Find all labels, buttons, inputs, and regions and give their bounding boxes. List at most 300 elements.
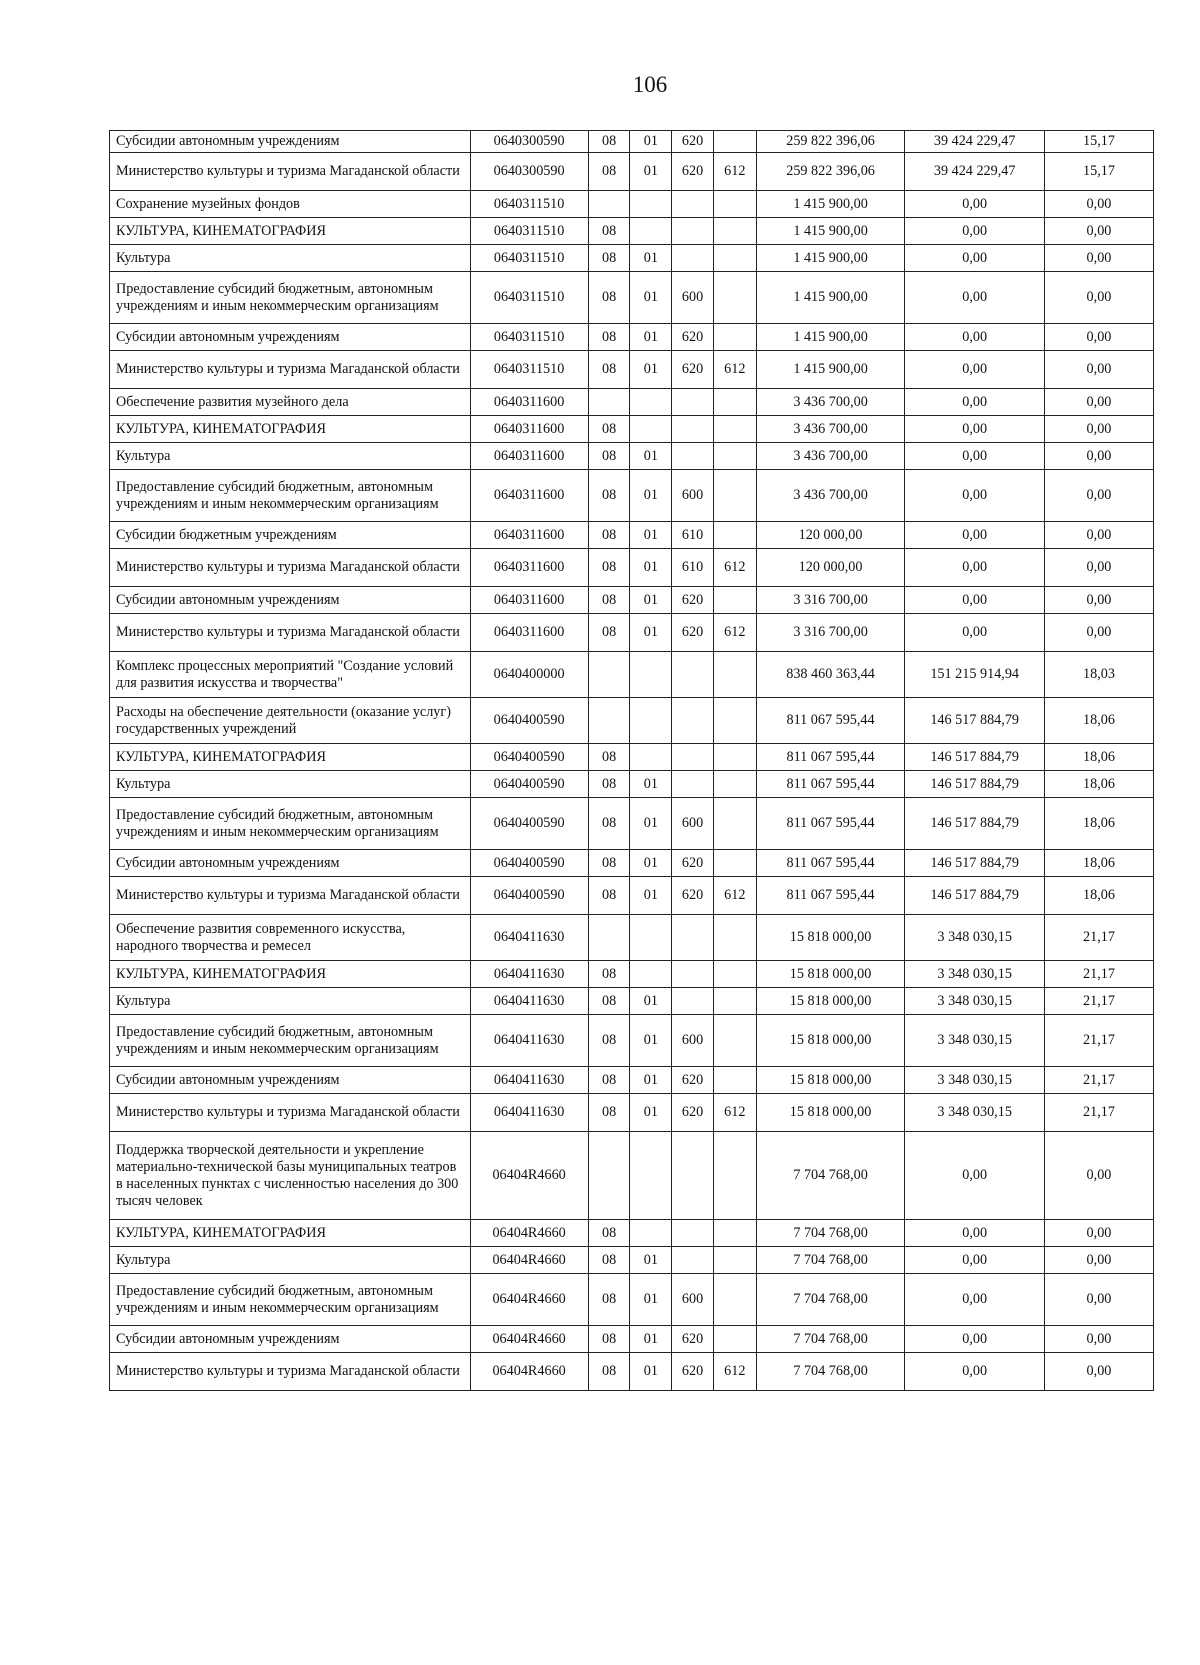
- row-target-code: 0640311510: [470, 272, 588, 324]
- table-row: [110, 351, 1154, 389]
- row-name: КУЛЬТУРА, КИНЕМАТОГРАФИЯ: [110, 744, 471, 771]
- row-expense-type: 600: [672, 1274, 714, 1326]
- row-target-code: 0640311600: [470, 522, 588, 549]
- row-section: 08: [588, 988, 630, 1015]
- row-subsection: 01: [630, 771, 672, 798]
- row-fact: 39 424 229,47: [905, 131, 1045, 153]
- row-target-code: 0640411630: [470, 1067, 588, 1094]
- row-section: 08: [588, 614, 630, 652]
- row-fact: 0,00: [905, 218, 1045, 245]
- row-subsection: 01: [630, 1067, 672, 1094]
- row-fact: 3 348 030,15: [905, 961, 1045, 988]
- row-name: Субсидии автономным учреждениям: [110, 131, 471, 153]
- row-target-code: 0640311600: [470, 614, 588, 652]
- row-fact: 0,00: [905, 1326, 1045, 1353]
- row-subsection: 01: [630, 1015, 672, 1067]
- row-percent: 0,00: [1044, 351, 1153, 389]
- row-target-code: 0640300590: [470, 153, 588, 191]
- row-subsection: [630, 698, 672, 744]
- row-percent: 0,00: [1044, 1132, 1153, 1220]
- row-fact: 0,00: [905, 324, 1045, 351]
- row-name: Субсидии автономным учреждениям: [110, 1067, 471, 1094]
- row-percent: 0,00: [1044, 522, 1153, 549]
- row-administrator: [713, 389, 756, 416]
- row-target-code: 0640400590: [470, 798, 588, 850]
- row-fact: 0,00: [905, 272, 1045, 324]
- row-section: 08: [588, 850, 630, 877]
- row-percent: 21,17: [1044, 1015, 1153, 1067]
- row-fact: 146 517 884,79: [905, 698, 1045, 744]
- row-administrator: [713, 1247, 756, 1274]
- row-administrator: [713, 245, 756, 272]
- row-percent: 18,06: [1044, 771, 1153, 798]
- row-name: Поддержка творческой деятельности и укрепление материально-технической базы муниципальных театров в населенных пунктах с численностью населения до 300 тысяч человек: [110, 1132, 471, 1220]
- row-expense-type: 620: [672, 877, 714, 915]
- row-percent: 0,00: [1044, 191, 1153, 218]
- row-percent: 21,17: [1044, 1067, 1153, 1094]
- row-administrator: [713, 191, 756, 218]
- row-fact: 0,00: [905, 522, 1045, 549]
- row-administrator: 612: [713, 153, 756, 191]
- row-target-code: 06404R4660: [470, 1220, 588, 1247]
- row-subsection: [630, 389, 672, 416]
- row-section: 08: [588, 245, 630, 272]
- row-fact: 0,00: [905, 1132, 1045, 1220]
- table-row: [110, 587, 1154, 614]
- row-name: Министерство культуры и туризма Магаданской области: [110, 877, 471, 915]
- row-section: 08: [588, 1326, 630, 1353]
- row-target-code: 0640311600: [470, 443, 588, 470]
- row-name: Культура: [110, 1247, 471, 1274]
- row-administrator: [713, 470, 756, 522]
- row-section: 08: [588, 272, 630, 324]
- row-name: КУЛЬТУРА, КИНЕМАТОГРАФИЯ: [110, 218, 471, 245]
- row-administrator: 612: [713, 614, 756, 652]
- row-fact: 0,00: [905, 1274, 1045, 1326]
- row-subsection: [630, 915, 672, 961]
- row-section: 08: [588, 1220, 630, 1247]
- table-row: [110, 1353, 1154, 1391]
- row-expense-type: 600: [672, 798, 714, 850]
- row-plan: 120 000,00: [756, 549, 905, 587]
- row-plan: 120 000,00: [756, 522, 905, 549]
- row-subsection: [630, 652, 672, 698]
- row-subsection: 01: [630, 272, 672, 324]
- row-name: Министерство культуры и туризма Магаданской области: [110, 153, 471, 191]
- row-subsection: [630, 744, 672, 771]
- row-expense-type: [672, 744, 714, 771]
- row-subsection: 01: [630, 798, 672, 850]
- row-expense-type: [672, 1247, 714, 1274]
- row-administrator: [713, 961, 756, 988]
- row-plan: 259 822 396,06: [756, 131, 905, 153]
- row-name: КУЛЬТУРА, КИНЕМАТОГРАФИЯ: [110, 1220, 471, 1247]
- table-row: [110, 771, 1154, 798]
- row-subsection: [630, 1220, 672, 1247]
- row-plan: 811 067 595,44: [756, 698, 905, 744]
- row-percent: 0,00: [1044, 470, 1153, 522]
- row-target-code: 0640311510: [470, 245, 588, 272]
- row-section: 08: [588, 131, 630, 153]
- row-plan: 259 822 396,06: [756, 153, 905, 191]
- row-fact: 151 215 914,94: [905, 652, 1045, 698]
- row-plan: 1 415 900,00: [756, 324, 905, 351]
- row-percent: 15,17: [1044, 131, 1153, 153]
- row-expense-type: 620: [672, 1326, 714, 1353]
- row-expense-type: 600: [672, 272, 714, 324]
- row-name: Субсидии автономным учреждениям: [110, 324, 471, 351]
- row-plan: 811 067 595,44: [756, 798, 905, 850]
- row-target-code: 0640400000: [470, 652, 588, 698]
- row-target-code: 0640311600: [470, 587, 588, 614]
- table-row: [110, 614, 1154, 652]
- row-plan: 1 415 900,00: [756, 272, 905, 324]
- row-percent: 18,06: [1044, 698, 1153, 744]
- row-subsection: 01: [630, 1274, 672, 1326]
- row-subsection: 01: [630, 614, 672, 652]
- table-row: [110, 218, 1154, 245]
- row-name: Предоставление субсидий бюджетным, автономным учреждениям и иным некоммерческим организациям: [110, 1015, 471, 1067]
- row-expense-type: [672, 698, 714, 744]
- row-name: Предоставление субсидий бюджетным, автономным учреждениям и иным некоммерческим организациям: [110, 272, 471, 324]
- row-target-code: 0640400590: [470, 771, 588, 798]
- row-expense-type: 620: [672, 614, 714, 652]
- row-fact: 3 348 030,15: [905, 1094, 1045, 1132]
- row-expense-type: 610: [672, 522, 714, 549]
- row-target-code: 0640411630: [470, 988, 588, 1015]
- table-row: [110, 1326, 1154, 1353]
- row-section: 08: [588, 153, 630, 191]
- row-fact: 3 348 030,15: [905, 915, 1045, 961]
- row-administrator: 612: [713, 1353, 756, 1391]
- row-target-code: 06404R4660: [470, 1353, 588, 1391]
- row-subsection: [630, 416, 672, 443]
- row-plan: 3 436 700,00: [756, 443, 905, 470]
- row-administrator: [713, 324, 756, 351]
- row-subsection: 01: [630, 877, 672, 915]
- row-name: Обеспечение развития современного искусства, народного творчества и ремесел: [110, 915, 471, 961]
- row-section: [588, 389, 630, 416]
- row-expense-type: 620: [672, 1353, 714, 1391]
- table-row: [110, 389, 1154, 416]
- table-row: [110, 131, 1154, 153]
- row-administrator: [713, 1326, 756, 1353]
- row-name: Предоставление субсидий бюджетным, автономным учреждениям и иным некоммерческим организациям: [110, 470, 471, 522]
- row-percent: 0,00: [1044, 1247, 1153, 1274]
- row-fact: 0,00: [905, 1220, 1045, 1247]
- row-target-code: 0640411630: [470, 1015, 588, 1067]
- row-section: 08: [588, 1274, 630, 1326]
- row-fact: 0,00: [905, 416, 1045, 443]
- table-row: [110, 153, 1154, 191]
- row-name: Комплекс процессных мероприятий "Создание условий для развития искусства и творчества": [110, 652, 471, 698]
- row-name: КУЛЬТУРА, КИНЕМАТОГРАФИЯ: [110, 416, 471, 443]
- row-target-code: 0640411630: [470, 961, 588, 988]
- row-administrator: [713, 1015, 756, 1067]
- row-expense-type: 620: [672, 1094, 714, 1132]
- row-name: Предоставление субсидий бюджетным, автономным учреждениям и иным некоммерческим организациям: [110, 798, 471, 850]
- table-row: [110, 877, 1154, 915]
- budget-table: [109, 130, 1154, 1391]
- row-subsection: 01: [630, 1247, 672, 1274]
- row-name: Культура: [110, 988, 471, 1015]
- row-section: 08: [588, 587, 630, 614]
- row-fact: 146 517 884,79: [905, 850, 1045, 877]
- row-expense-type: [672, 1220, 714, 1247]
- page-number: 106: [632, 72, 668, 97]
- row-fact: 0,00: [905, 549, 1045, 587]
- row-subsection: 01: [630, 470, 672, 522]
- row-subsection: 01: [630, 522, 672, 549]
- table-row: [110, 988, 1154, 1015]
- row-section: 08: [588, 798, 630, 850]
- row-section: 08: [588, 443, 630, 470]
- row-administrator: [713, 1067, 756, 1094]
- row-percent: 0,00: [1044, 416, 1153, 443]
- row-fact: 3 348 030,15: [905, 988, 1045, 1015]
- row-administrator: [713, 587, 756, 614]
- row-target-code: 0640400590: [470, 877, 588, 915]
- table-row: [110, 850, 1154, 877]
- row-fact: 3 348 030,15: [905, 1067, 1045, 1094]
- row-subsection: 01: [630, 1353, 672, 1391]
- row-target-code: 0640411630: [470, 915, 588, 961]
- row-target-code: 0640311600: [470, 549, 588, 587]
- table-row: [110, 1094, 1154, 1132]
- row-subsection: [630, 218, 672, 245]
- row-subsection: 01: [630, 549, 672, 587]
- row-subsection: 01: [630, 351, 672, 389]
- row-plan: 15 818 000,00: [756, 1067, 905, 1094]
- row-section: 08: [588, 1247, 630, 1274]
- row-section: [588, 698, 630, 744]
- row-administrator: 612: [713, 1094, 756, 1132]
- row-percent: 0,00: [1044, 389, 1153, 416]
- row-plan: 1 415 900,00: [756, 191, 905, 218]
- row-target-code: 0640311510: [470, 351, 588, 389]
- row-plan: 3 316 700,00: [756, 614, 905, 652]
- row-administrator: [713, 218, 756, 245]
- row-percent: 18,03: [1044, 652, 1153, 698]
- row-administrator: [713, 771, 756, 798]
- row-percent: 0,00: [1044, 1274, 1153, 1326]
- row-name: Субсидии автономным учреждениям: [110, 1326, 471, 1353]
- row-name: Предоставление субсидий бюджетным, автономным учреждениям и иным некоммерческим организациям: [110, 1274, 471, 1326]
- row-target-code: 06404R4660: [470, 1274, 588, 1326]
- row-percent: 0,00: [1044, 614, 1153, 652]
- row-plan: 7 704 768,00: [756, 1274, 905, 1326]
- row-section: 08: [588, 744, 630, 771]
- row-target-code: 0640311600: [470, 470, 588, 522]
- row-section: 08: [588, 877, 630, 915]
- row-administrator: [713, 652, 756, 698]
- row-section: 08: [588, 961, 630, 988]
- table-row: [110, 961, 1154, 988]
- row-fact: 146 517 884,79: [905, 771, 1045, 798]
- row-name: Культура: [110, 443, 471, 470]
- row-administrator: [713, 272, 756, 324]
- row-expense-type: [672, 1132, 714, 1220]
- row-expense-type: 620: [672, 153, 714, 191]
- table-row: [110, 798, 1154, 850]
- table-row: [110, 324, 1154, 351]
- row-expense-type: 620: [672, 351, 714, 389]
- row-section: 08: [588, 351, 630, 389]
- row-plan: 7 704 768,00: [756, 1220, 905, 1247]
- table-row: [110, 915, 1154, 961]
- row-subsection: 01: [630, 1094, 672, 1132]
- row-plan: 811 067 595,44: [756, 850, 905, 877]
- row-plan: 1 415 900,00: [756, 351, 905, 389]
- row-expense-type: [672, 191, 714, 218]
- row-expense-type: 600: [672, 1015, 714, 1067]
- row-name: Министерство культуры и туризма Магаданской области: [110, 549, 471, 587]
- row-administrator: [713, 1274, 756, 1326]
- row-target-code: 06404R4660: [470, 1132, 588, 1220]
- row-name: Министерство культуры и туризма Магаданской области: [110, 614, 471, 652]
- row-subsection: 01: [630, 153, 672, 191]
- row-expense-type: [672, 988, 714, 1015]
- row-fact: 3 348 030,15: [905, 1015, 1045, 1067]
- row-administrator: [713, 698, 756, 744]
- table-row: [110, 698, 1154, 744]
- row-fact: 0,00: [905, 245, 1045, 272]
- table-body: [110, 131, 1154, 1391]
- row-target-code: 0640311510: [470, 324, 588, 351]
- row-name: Расходы на обеспечение деятельности (оказание услуг) государственных учреждений: [110, 698, 471, 744]
- table-row: [110, 1220, 1154, 1247]
- row-plan: 15 818 000,00: [756, 961, 905, 988]
- row-section: 08: [588, 522, 630, 549]
- row-name: Министерство культуры и туризма Магаданской области: [110, 351, 471, 389]
- row-plan: 1 415 900,00: [756, 245, 905, 272]
- row-plan: 838 460 363,44: [756, 652, 905, 698]
- row-subsection: 01: [630, 443, 672, 470]
- row-target-code: 0640311510: [470, 191, 588, 218]
- row-fact: 0,00: [905, 351, 1045, 389]
- row-name: Культура: [110, 771, 471, 798]
- row-target-code: 06404R4660: [470, 1247, 588, 1274]
- row-fact: 0,00: [905, 614, 1045, 652]
- row-administrator: [713, 1132, 756, 1220]
- row-percent: 0,00: [1044, 272, 1153, 324]
- row-section: 08: [588, 1067, 630, 1094]
- row-percent: 18,06: [1044, 877, 1153, 915]
- row-administrator: [713, 798, 756, 850]
- row-expense-type: [672, 389, 714, 416]
- row-percent: 0,00: [1044, 218, 1153, 245]
- row-target-code: 0640400590: [470, 744, 588, 771]
- row-percent: 0,00: [1044, 1220, 1153, 1247]
- row-fact: 0,00: [905, 587, 1045, 614]
- row-administrator: 612: [713, 549, 756, 587]
- row-expense-type: 620: [672, 850, 714, 877]
- row-name: Субсидии автономным учреждениям: [110, 850, 471, 877]
- row-administrator: [713, 988, 756, 1015]
- row-fact: 39 424 229,47: [905, 153, 1045, 191]
- row-expense-type: [672, 218, 714, 245]
- table-row: [110, 549, 1154, 587]
- row-name: Обеспечение развития музейного дела: [110, 389, 471, 416]
- row-fact: 0,00: [905, 1353, 1045, 1391]
- row-administrator: 612: [713, 877, 756, 915]
- row-expense-type: 610: [672, 549, 714, 587]
- table-row: [110, 245, 1154, 272]
- table-row: [110, 1247, 1154, 1274]
- row-expense-type: [672, 245, 714, 272]
- row-fact: 0,00: [905, 389, 1045, 416]
- row-percent: 0,00: [1044, 443, 1153, 470]
- row-fact: 146 517 884,79: [905, 744, 1045, 771]
- row-percent: 18,06: [1044, 850, 1153, 877]
- row-subsection: 01: [630, 850, 672, 877]
- row-plan: 7 704 768,00: [756, 1247, 905, 1274]
- row-percent: 0,00: [1044, 1353, 1153, 1391]
- row-administrator: [713, 744, 756, 771]
- row-fact: 146 517 884,79: [905, 798, 1045, 850]
- row-target-code: 0640411630: [470, 1094, 588, 1132]
- row-administrator: [713, 1220, 756, 1247]
- row-section: 08: [588, 1015, 630, 1067]
- row-expense-type: [672, 915, 714, 961]
- row-plan: 15 818 000,00: [756, 915, 905, 961]
- row-target-code: 0640400590: [470, 850, 588, 877]
- table-row: [110, 1067, 1154, 1094]
- row-name: КУЛЬТУРА, КИНЕМАТОГРАФИЯ: [110, 961, 471, 988]
- row-plan: 15 818 000,00: [756, 988, 905, 1015]
- row-expense-type: 620: [672, 324, 714, 351]
- row-name: Министерство культуры и туризма Магаданской области: [110, 1353, 471, 1391]
- row-administrator: 612: [713, 351, 756, 389]
- table-row: [110, 1132, 1154, 1220]
- row-name: Субсидии бюджетным учреждениям: [110, 522, 471, 549]
- row-percent: 0,00: [1044, 1326, 1153, 1353]
- row-percent: 0,00: [1044, 549, 1153, 587]
- row-section: [588, 1132, 630, 1220]
- row-target-code: 0640311600: [470, 389, 588, 416]
- row-subsection: 01: [630, 324, 672, 351]
- table-row: [110, 522, 1154, 549]
- row-fact: 0,00: [905, 470, 1045, 522]
- row-target-code: 0640400590: [470, 698, 588, 744]
- row-plan: 811 067 595,44: [756, 744, 905, 771]
- row-plan: 15 818 000,00: [756, 1015, 905, 1067]
- row-percent: 18,06: [1044, 798, 1153, 850]
- row-administrator: [713, 522, 756, 549]
- row-name: Сохранение музейных фондов: [110, 191, 471, 218]
- row-section: [588, 915, 630, 961]
- row-plan: 3 436 700,00: [756, 470, 905, 522]
- row-percent: 21,17: [1044, 988, 1153, 1015]
- table-row: [110, 470, 1154, 522]
- row-section: 08: [588, 218, 630, 245]
- row-percent: 0,00: [1044, 324, 1153, 351]
- row-percent: 21,17: [1044, 915, 1153, 961]
- row-administrator: [713, 416, 756, 443]
- table-row: [110, 652, 1154, 698]
- row-fact: 0,00: [905, 443, 1045, 470]
- table-row: [110, 744, 1154, 771]
- row-percent: 18,06: [1044, 744, 1153, 771]
- row-expense-type: [672, 771, 714, 798]
- row-section: 08: [588, 771, 630, 798]
- row-expense-type: 620: [672, 131, 714, 153]
- row-subsection: [630, 961, 672, 988]
- row-fact: 0,00: [905, 191, 1045, 218]
- row-plan: 3 316 700,00: [756, 587, 905, 614]
- table-row: [110, 1274, 1154, 1326]
- row-section: 08: [588, 416, 630, 443]
